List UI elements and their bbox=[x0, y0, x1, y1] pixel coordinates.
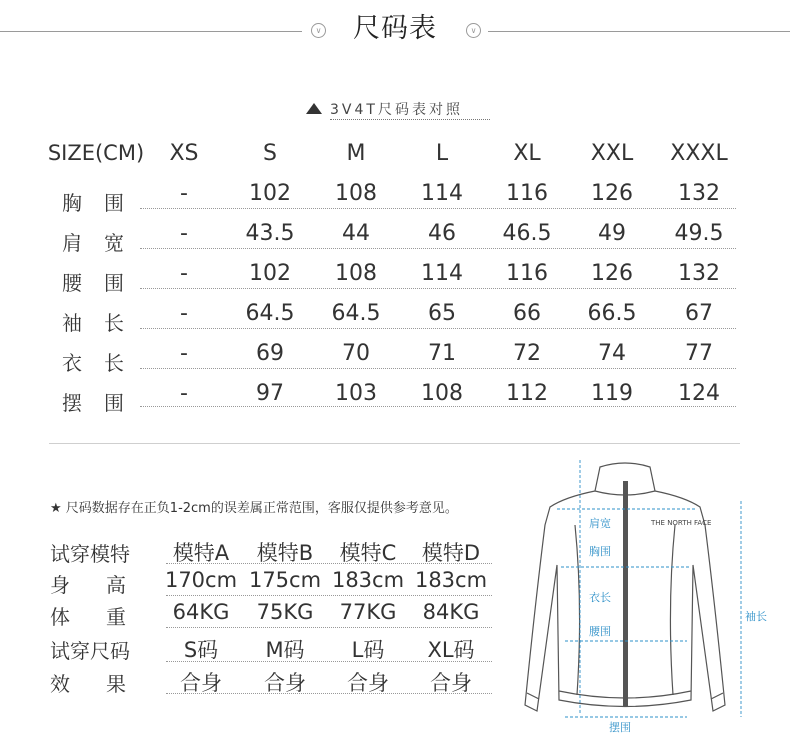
label-chest: 胸围 bbox=[589, 545, 611, 558]
table-cell: 72 bbox=[513, 341, 541, 366]
model-cell: 模特A bbox=[172, 541, 230, 565]
table-cell: 103 bbox=[335, 381, 377, 406]
jacket-measurement-diagram bbox=[505, 455, 790, 745]
header-line-left bbox=[0, 31, 302, 32]
zipper-icon bbox=[623, 481, 628, 706]
row-label: 摆围 bbox=[62, 391, 146, 415]
table-cell: - bbox=[180, 261, 188, 286]
table-cell: 116 bbox=[506, 181, 548, 206]
table-cell: 66 bbox=[513, 301, 541, 326]
model-cell: L码 bbox=[351, 638, 385, 662]
table-cell: 64.5 bbox=[245, 301, 295, 326]
table-cell: 44 bbox=[342, 221, 370, 246]
model-row-label: 身高 bbox=[50, 573, 162, 597]
table-cell: 132 bbox=[678, 261, 720, 286]
table-cell: 108 bbox=[335, 181, 377, 206]
row-dotted-line bbox=[166, 563, 492, 564]
size-note bbox=[50, 497, 458, 516]
header-cell: S bbox=[263, 141, 277, 166]
model-cell: M码 bbox=[265, 638, 305, 662]
model-row-label: 试穿模特 bbox=[50, 542, 130, 566]
model-row bbox=[0, 634, 520, 668]
table-cell: - bbox=[180, 341, 188, 366]
table-cell: 67 bbox=[685, 301, 713, 326]
table-cell: 65 bbox=[428, 301, 456, 326]
table-cell: 64.5 bbox=[331, 301, 381, 326]
model-cell: 64KG bbox=[172, 600, 230, 624]
subtitle-underline bbox=[330, 119, 490, 120]
header-cell: XXL bbox=[590, 141, 634, 166]
header-cell: XS bbox=[169, 141, 199, 166]
model-row bbox=[0, 600, 520, 634]
table-cell: 102 bbox=[249, 181, 291, 206]
chevron-down-circle-icon: ∨ bbox=[311, 23, 326, 38]
row-dotted-line bbox=[140, 248, 736, 249]
table-row bbox=[0, 221, 790, 261]
subtitle-text: 3V4T尺码表对照 bbox=[330, 102, 463, 118]
table-cell: 97 bbox=[256, 381, 284, 406]
table-cell: 71 bbox=[428, 341, 456, 366]
table-cell: 132 bbox=[678, 181, 720, 206]
star-icon: ★ bbox=[50, 501, 62, 516]
model-row-label: 效果 bbox=[50, 672, 162, 696]
row-label: 肩宽 bbox=[62, 231, 146, 255]
model-cell: 模特D bbox=[421, 541, 481, 565]
table-cell: 46 bbox=[428, 221, 456, 246]
table-row bbox=[0, 301, 790, 341]
table-cell: 108 bbox=[421, 381, 463, 406]
model-row-label: 体重 bbox=[50, 605, 162, 629]
triangle-icon bbox=[306, 103, 322, 114]
table-cell: 124 bbox=[678, 381, 720, 406]
table-cell: 49 bbox=[598, 221, 626, 246]
model-cell: XL码 bbox=[427, 638, 475, 662]
row-dotted-line bbox=[166, 595, 492, 596]
table-cell: 102 bbox=[249, 261, 291, 286]
table-cell: 126 bbox=[591, 181, 633, 206]
table-cell: 108 bbox=[335, 261, 377, 286]
model-cell: 77KG bbox=[339, 600, 397, 624]
table-row bbox=[0, 341, 790, 381]
model-cell: 183cm bbox=[414, 568, 488, 592]
table-row bbox=[0, 181, 790, 221]
note-text: 尺码数据存在正负1-2cm的误差属正常范围，客服仅提供参考意见。 bbox=[65, 501, 458, 516]
page-title: 尺码表 bbox=[353, 13, 437, 44]
table-cell: 126 bbox=[591, 261, 633, 286]
table-cell: 77 bbox=[685, 341, 713, 366]
label-waist: 腰围 bbox=[589, 625, 611, 638]
table-cell: 46.5 bbox=[502, 221, 552, 246]
svg-text:THE NORTH FACE: THE NORTH FACE bbox=[651, 519, 712, 527]
table-cell: 43.5 bbox=[245, 221, 295, 246]
model-cell: 183cm bbox=[331, 568, 405, 592]
row-label: 袖长 bbox=[62, 311, 146, 335]
table-cell: 119 bbox=[591, 381, 633, 406]
model-row-label: 试穿尺码 bbox=[50, 639, 130, 663]
label-hem: 摆围 bbox=[609, 721, 631, 734]
table-cell: 74 bbox=[598, 341, 626, 366]
model-cell: 合身 bbox=[264, 671, 306, 695]
chevron-down-circle-icon: ∨ bbox=[466, 23, 481, 38]
header-cell: M bbox=[346, 141, 366, 166]
label-length: 衣长 bbox=[589, 591, 611, 604]
table-cell: 69 bbox=[256, 341, 284, 366]
table-cell: 70 bbox=[342, 341, 370, 366]
label-sleeve: 袖长 bbox=[745, 610, 767, 623]
model-cell: 模特C bbox=[339, 541, 397, 565]
model-cell: 170cm bbox=[164, 568, 238, 592]
row-dotted-line bbox=[166, 627, 492, 628]
row-dotted-line bbox=[166, 661, 492, 662]
header-cell: XXXL bbox=[670, 141, 728, 166]
row-dotted-line bbox=[140, 328, 736, 329]
table-cell: 66.5 bbox=[587, 301, 637, 326]
table-cell: 112 bbox=[506, 381, 548, 406]
table-cell: 116 bbox=[506, 261, 548, 286]
table-cell: - bbox=[180, 381, 188, 406]
model-row bbox=[0, 568, 520, 602]
section-divider bbox=[49, 443, 740, 444]
size-table-header bbox=[0, 141, 790, 181]
table-cell: - bbox=[180, 181, 188, 206]
header-line-right bbox=[488, 31, 790, 32]
model-cell: 84KG bbox=[422, 600, 480, 624]
label-shoulder: 肩宽 bbox=[589, 517, 611, 530]
row-label: 腰围 bbox=[62, 271, 146, 295]
row-dotted-line bbox=[140, 406, 736, 407]
header-cell: XL bbox=[513, 141, 541, 166]
table-row bbox=[0, 261, 790, 301]
table-cell: - bbox=[180, 221, 188, 246]
row-dotted-line bbox=[166, 693, 492, 694]
table-cell: 49.5 bbox=[674, 221, 724, 246]
row-dotted-line bbox=[140, 368, 736, 369]
model-row bbox=[0, 537, 520, 571]
table-row bbox=[0, 381, 790, 421]
table-subtitle bbox=[306, 98, 496, 122]
model-cell: 合身 bbox=[180, 671, 222, 695]
model-cell: 75KG bbox=[256, 600, 314, 624]
model-cell: S码 bbox=[183, 638, 219, 662]
model-row bbox=[0, 667, 520, 701]
row-dotted-line bbox=[140, 208, 736, 209]
model-cell: 175cm bbox=[248, 568, 322, 592]
header-cell: SIZE(CM) bbox=[47, 141, 145, 165]
row-label: 衣长 bbox=[62, 351, 146, 375]
table-cell: - bbox=[180, 301, 188, 326]
model-cell: 模特B bbox=[256, 541, 314, 565]
header-cell: L bbox=[435, 141, 449, 166]
model-cell: 合身 bbox=[347, 671, 389, 695]
table-cell: 114 bbox=[421, 181, 463, 206]
model-cell: 合身 bbox=[430, 671, 472, 695]
table-cell: 114 bbox=[421, 261, 463, 286]
row-label: 胸围 bbox=[62, 191, 146, 215]
row-dotted-line bbox=[140, 288, 736, 289]
